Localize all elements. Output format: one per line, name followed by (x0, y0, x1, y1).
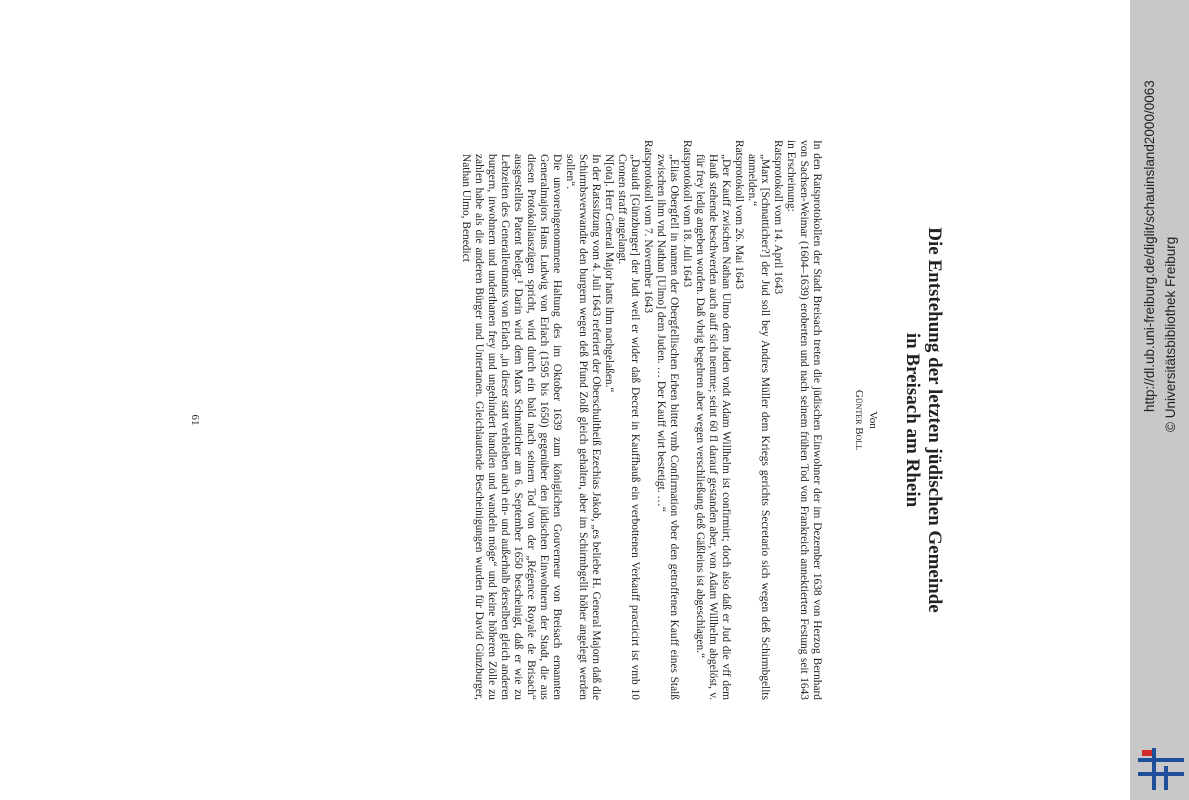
paragraph: In der Ratssitzung vom 4. Juli 1643 referiert der Oberschultheiß Ezechias Jakob, „es beliebe H. General Majorn daß die Schirmbsverwandte den burgern wegen deß Pfund Zolß gleich gehalten, aber im Schirmbgellt höher angelegt werden sollen“. (564, 154, 602, 700)
source-url-link[interactable]: http://dl.ub.uni-freiburg.de/diglit/schauinsland2000/0063 (1142, 80, 1157, 412)
protocol-heading: Ratsprotokoll vom 7. November 1643 (642, 140, 654, 314)
protocol-heading: Ratsprotokoll vom 14. April 1643 (772, 140, 784, 295)
author-name: Günter Boll (853, 389, 865, 451)
quote: „Marx [Schnatticher?] der Jud soll bey Andres Müller dem Kriegs gerichts Secretario sich wegen deß Schirmbgellts anmelden.“ (746, 154, 771, 700)
protocol-heading: Ratsprotokoll vom 26. Mai 1643 (733, 140, 745, 290)
quote: „Dauidt [Günzburger] der Judt weil er wider daß Decret in Kauffhauß ein verbottenen Verkauff practicirt ist vmb 10 Cronen straff angelangt. (616, 154, 641, 700)
library-logo-icon (1138, 748, 1184, 790)
article-title-line2: in Breisach am Rhein (902, 332, 923, 508)
article-title-line1: Die Entstehung der letzten jüdischen Gemeinde (924, 227, 945, 613)
byline-von: Von (867, 411, 879, 429)
copyright-text: © Universitätsbibliothek Freiburg (1163, 236, 1178, 432)
quote: „Elias Obergfell in namen der Obergfellischen Erben bittet vmb Confirmation vber den getroffenen Kauff eines Stalß zwischen ihm vnd Nathan [Ulmo] dem Juden. … Der Kauff wirt bestetigt. …“ (655, 154, 680, 700)
rotated-page-content (189, 140, 945, 700)
protocol-heading: Ratsprotokoll vom 18. Juli 1643 (681, 140, 693, 288)
paragraph: Die unvoreingenommene Haltung des im Oktober 1639 zum königlichen Gouverneur von Breisach ernannten Generalmajors Hans Ludwig von Erlach (1595 bis 1650) gegenüber den jüdischen Einwohnern der Stadt, die aus diesen Protokollauszügen spricht, wird durch ein bald nach seinem Tod von der „Régence Royale de Brisach“ ausgestelltes Patent belegt.¹ Darin wird dem Marx Schnatticher am 6. September 1650 bescheinigt, daß er wie zu Lebzeiten des Generalleutnants von Erlach „in dieser statt verbleiben auch ein- und außerhalb derselben gleich anderen burgern, inwohnern und underthanen frey und ungehindert handlen und wandeln möge“ und keine höheren Zölle zu zahlen habe als die anderen Bürger und Untertanen. Gleichlautende Bescheinigungen wurden für David Günzburger, Nathan Ulmo, Benedict (460, 154, 563, 700)
quote-note: N[ota]. Herr General Major hatts ihm nachgelaßen.“ (603, 154, 615, 393)
sidebar-panel (1130, 0, 1189, 800)
article-body (459, 140, 823, 700)
page-number: 61 (189, 414, 201, 426)
paragraph: In den Ratsprotokollen der Stadt Breisach treten die jüdischen Einwohner der im Dezember 1638 von Herzog Bernhard von Sachsen-Weimar (1604–1639) eroberten und nach seinem frühen Tod von Frankreich annektierten Festung seit 1643 in Erscheinung: (785, 140, 823, 700)
quote: „Der Kauff zwischen Nathan Ulmo dem Juden vndt Adam Willhelm ist confirmirt; doch also daß er Jud die vff dem Hauß stehende beschwerden auch auff sich nemme; seint 60 fl darauf gestanden aber, von Adam Willhelm abgelöst, v. für frey ledig angeben worden. Daß vbrig begehren aber wegen verschließung deß Gäßleins ist abgeschlagen.“ (694, 154, 732, 700)
